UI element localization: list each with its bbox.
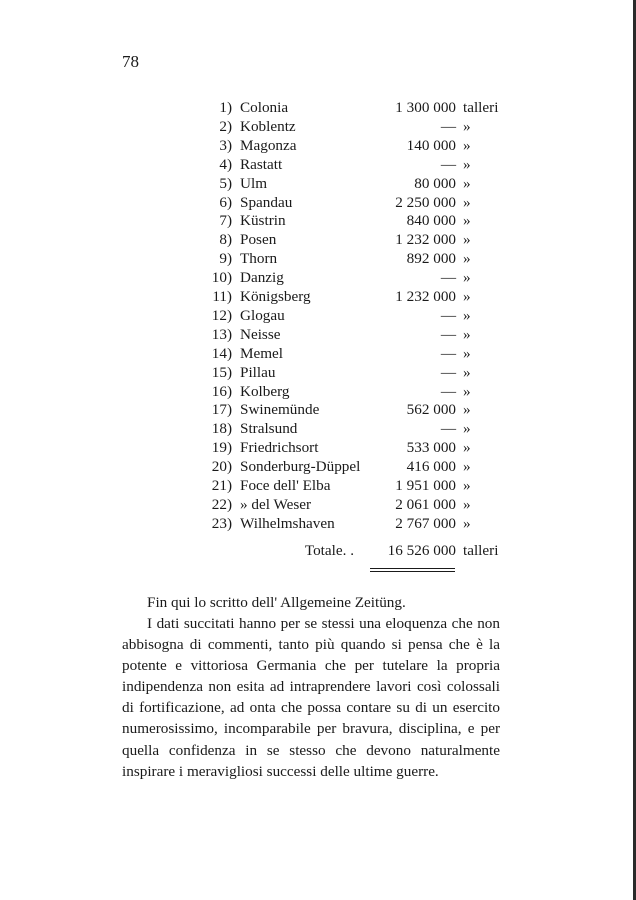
amount: 2 767 000 [395,514,456,532]
row-number: 5) [219,174,232,192]
paragraph-commentary: I dati succitati hanno per se stessi una eloquenza che non abbisogna di commenti, tanto più quando si pensa che è la potente e vittoriosa Germania che per tutelare la propria indipendenza non esita ad intraprendere lavori così colossali di fortificazione, ad onta che possa contare su di un esercito numerosissimo, incomparabile per bravura, disciplina, e per quella confidenza in se stesso che devono naturalmente inspirare i meravigliosi successi delle ultime guerre. [122,615,500,780]
amount: — [440,363,456,381]
row-number: 15) [211,363,232,381]
paragraph-source-note: Fin qui lo scritto dell' Allgemeine Zeitüng. [147,594,406,611]
amount: — [440,306,456,324]
place-name: Thorn [240,250,278,268]
total-amount: 16 526 000 [387,542,456,559]
table-row [0,344,636,363]
table-row [0,211,636,230]
table-row [0,363,636,382]
table-row [0,514,636,533]
place-name: Posen [240,231,277,249]
place-name: Friedrichsort [240,439,319,457]
place-name: Spandau [240,193,293,211]
place-name: Stralsund [240,420,298,438]
row-number: 17) [211,401,232,419]
amount: 80 000 [414,174,456,192]
table-row [0,230,636,249]
amount: 533 000 [406,439,456,457]
amount: — [440,155,456,173]
table-row [0,136,636,155]
row-number: 3) [219,136,232,154]
currency-unit: » [463,344,471,362]
row-number: 1) [219,99,232,116]
row-number: 7) [219,212,232,230]
place-name: Sonderburg-Düppel [240,458,361,476]
table-row [0,287,636,306]
currency-unit: » [463,401,471,419]
table-row [0,419,636,438]
place-name: Danzig [240,269,284,287]
amount: 416 000 [406,458,456,476]
currency-unit: » [463,382,471,400]
place-name: Glogau [240,306,285,324]
table-row [0,117,636,136]
row-number: 4) [219,155,232,173]
currency-unit: » [463,363,471,381]
amount: — [440,344,456,362]
currency-unit: » [463,495,471,513]
place-name: Küstrin [240,212,286,230]
page-number: 78 [122,52,139,71]
amount: 1 300 000 [395,99,456,116]
table-row [0,268,636,287]
row-number: 20) [211,458,232,476]
table-row [0,249,636,268]
place-name: Swinemünde [240,401,320,419]
row-number: 6) [219,193,232,211]
total-label: Totale. . [304,542,354,559]
total-underline [370,571,455,572]
row-number: 2) [219,117,232,135]
currency-unit: » [463,250,471,268]
place-name: Magonza [240,136,297,154]
currency-unit: » [463,439,471,457]
row-number: 16) [211,382,232,400]
row-number: 9) [219,250,232,268]
amount: 2 061 000 [395,495,456,513]
row-number: 10) [211,269,232,287]
row-number: 8) [219,231,232,249]
place-name: Koblentz [240,117,296,135]
currency-unit: » [463,458,471,476]
currency-unit: » [463,420,471,438]
amount: 140 000 [406,136,456,154]
currency-unit: » [463,231,471,249]
place-name: Rastatt [240,155,283,173]
row-number: 23) [211,514,232,532]
table-row [0,174,636,193]
amount: 1 232 000 [395,231,456,249]
amount: 840 000 [406,212,456,230]
place-name: » del Weser [240,495,312,513]
table-row [0,98,636,117]
place-name: Neisse [240,325,281,343]
currency-unit: » [463,325,471,343]
currency-unit: » [463,136,471,154]
table-row [0,306,636,325]
place-name: Königsberg [240,288,311,305]
currency-unit: » [463,117,471,135]
place-name: Foce dell' Elba [240,477,331,494]
currency-unit: » [463,212,471,230]
amount: — [440,117,456,135]
currency-unit: » [463,155,471,173]
currency-unit: » [463,288,471,305]
currency-unit: » [463,269,471,287]
place-name: Colonia [240,99,289,116]
amount: 892 000 [406,250,456,268]
currency-unit: » [463,514,471,532]
row-number: 19) [211,439,232,457]
amount: 562 000 [406,401,456,419]
row-number: 12) [211,306,232,324]
currency-unit: talleri [463,99,499,116]
row-number: 11) [212,288,232,305]
currency-unit: » [463,477,471,494]
place-name: Memel [240,344,284,362]
place-name: Wilhelmshaven [240,514,335,532]
table-row [0,193,636,212]
place-name: Pillau [240,363,276,381]
table-row [0,400,636,419]
table-row [0,325,636,344]
currency-unit: » [463,193,471,211]
total-row [0,541,636,560]
row-number: 22) [211,495,232,513]
total-unit: talleri [463,542,499,559]
row-number: 13) [211,325,232,343]
amount: 1 951 000 [395,477,456,494]
table-row [0,476,636,495]
place-name: Ulm [240,174,268,192]
row-number: 14) [211,344,232,362]
amount: — [440,269,456,287]
table-row [0,438,636,457]
table-row [0,155,636,174]
row-number: 18) [211,420,232,438]
table-row [0,495,636,514]
table-row [0,382,636,401]
table-row [0,457,636,476]
amount: — [440,325,456,343]
amount: 1 232 000 [395,288,456,305]
amount: — [440,420,456,438]
total-underline [370,568,455,569]
currency-unit: » [463,306,471,324]
amount: — [440,382,456,400]
place-name: Kolberg [240,382,290,400]
row-number: 21) [211,477,232,494]
currency-unit: » [463,174,471,192]
amount: 2 250 000 [395,193,456,211]
